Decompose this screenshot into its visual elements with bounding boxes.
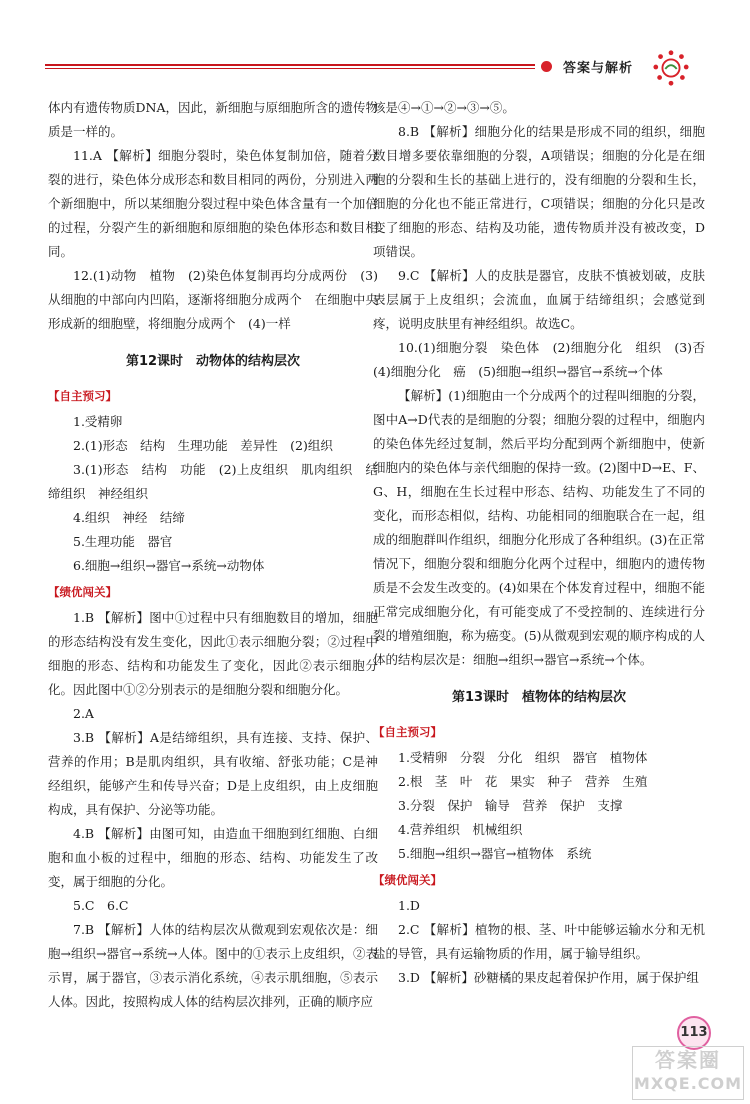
section-title: 第13课时 植物体的结构层次: [451, 690, 627, 705]
header-bullet-icon: [541, 61, 552, 72]
answer-paragraph: 2.(1)形态 结构 生理功能 差异性 (2)组织: [73, 438, 333, 453]
answer-paragraph: 1.B 【解析】图中①过程中只有细胞数目的增加，细胞的形态结构没有发生变化，因此①表示细胞分裂；②过程中细胞的形态、结构和功能发生了变化，因此②表示细胞分化。因此图中①②分别表示的是细胞分裂和细胞分化。: [48, 610, 378, 697]
section-tag: 【绩优闯关】: [373, 873, 442, 887]
answer-paragraph: 3.B 【解析】A是结缔组织，具有连接、支持、保护、营养的作用；B是肌肉组织，具有收缩、舒张功能；C是神经组织，能够产生和传导兴奋；D是上皮组织，由上皮细胞构成，具有保护、分泌等功能。: [48, 730, 378, 817]
section-tag: 【绩优闯关】: [48, 585, 117, 599]
section-tag: 【自主预习】: [373, 725, 442, 739]
answer-paragraph: 2.C 【解析】植物的根、茎、叶中能够运输水分和无机盐的导管，具有运输物质的作用，属于输导组织。: [373, 922, 705, 961]
answer-paragraph: 12.(1)动物 植物 (2)染色体复制再均分成两份 (3)从细胞的中部向内凹陷，逐渐将细胞分成两个 在细胞中央形成新的细胞壁，将细胞分成两个 (4)一样: [48, 268, 378, 331]
page-number: 113: [677, 1016, 711, 1050]
answer-paragraph: 5.C 6.C: [73, 898, 129, 913]
answer-paragraph: 6.细胞→组织→器官→系统→动物体: [73, 558, 265, 573]
answer-paragraph: 5.生理功能 器官: [73, 534, 173, 549]
left-column: [48, 96, 378, 1014]
answer-paragraph: 3.(1)形态 结构 功能 (2)上皮组织 肌肉组织 结缔组织 神经组织: [48, 462, 378, 501]
section-title: 第12课时 动物体的结构层次: [125, 354, 301, 369]
answer-paragraph: 1.受精卵: [73, 414, 123, 429]
answer-paragraph: 8.B 【解析】细胞分化的结果是形成不同的组织，细胞数目增多要依靠细胞的分裂，A项错误；细胞的分化是在细胞的分裂和生长的基础上进行的，没有细胞的分裂和生长，细胞的分化也不能正常进行，C项错误；细胞的分化只是改变了细胞的形态、结构及功能，遗传物质并没有被改变，D项错误。: [373, 124, 705, 259]
right-column: [373, 96, 718, 990]
answer-paragraph: 7.B 【解析】人体的结构层次从微观到宏观依次是：细胞→组织→器官→系统→人体。图中的①表示上皮组织，②表示胃，属于器官，③表示消化系统，④表示肌细胞，⑤表示人体。因此，按照构成人体的结构层次排列，正确的顺序应: [48, 922, 378, 1009]
header-rule: [45, 64, 535, 70]
answer-paragraph: 2.根 茎 叶 花 果实 种子 营养 生殖: [398, 774, 648, 789]
answer-paragraph: 4.组织 神经 结缔: [73, 510, 185, 525]
answer-paragraph: 11.A 【解析】细胞分裂时，染色体复制加倍，随着分裂的进行，染色体分成形态和数目相同的两份，分别进入两个新细胞中，所以某细胞分裂过程中染色体含量有一个加倍的过程，分裂产生的新细胞和原细胞的染色体形态和数目相同。: [48, 148, 378, 259]
section-tag: 【自主预习】: [48, 389, 117, 403]
answer-paragraph: 1.受精卵 分裂 分化 组织 器官 植物体: [398, 750, 648, 765]
answer-paragraph: 5.细胞→组织→器官→植物体 系统: [398, 846, 592, 861]
answer-paragraph: 10.(1)细胞分裂 染色体 (2)细胞分化 组织 (3)否 (4)细胞分化 癌 (5)细胞→组织→器官→系统→个体: [373, 340, 718, 379]
answer-paragraph: 【解析】(1)细胞由一个分成两个的过程叫细胞的分裂，图中A→D代表的是细胞的分裂；细胞分裂的过程中，细胞内的染色体先经过复制，然后平均分配到两个新细胞中，使新细胞内的染色体与亲代细胞的保持一致。(2)图中D→E、F、G、H，细胞在生长过程中形态、结构、功能发生了不同的变化，而形态相似，结构、功能相同的细胞联合在一起，组成的细胞群叫作组织，细胞分化形成了各种组织。(3)在正常情况下，细胞分裂和细胞分化两个过程中，细胞内的遗传物质是不会发生改变的。(4)如果在个体发育过程中，细胞不能正常完成细胞分化，有可能变成了不受控制的、连续进行分裂的增殖细胞，称为癌变。(5)从微观到宏观的顺序构成的人体的结构层次是：细胞→组织→器官→系统→个体。: [373, 388, 705, 667]
answer-paragraph: 2.A: [73, 706, 94, 721]
header-logo-icon: [652, 49, 690, 87]
answer-paragraph: 3.D 【解析】砂糖橘的果皮起着保护作用，属于保护组: [398, 970, 699, 985]
answer-paragraph: 4.B 【解析】由图可知，由造血干细胞到红细胞、白细胞和血小板的过程中，细胞的形态、结构、功能发生了改变，属于细胞的分化。: [48, 826, 378, 889]
answer-paragraph: 该是④→①→②→③→⑤。: [373, 100, 515, 115]
watermark-logo: 答案圈 MXQE.COM: [632, 1046, 744, 1100]
answer-paragraph: 1.D: [398, 898, 420, 913]
answer-paragraph: 体内有遗传物质DNA，因此，新细胞与原细胞所含的遗传物质是一样的。: [48, 100, 378, 139]
answer-paragraph: 4.营养组织 机械组织: [398, 822, 523, 837]
answer-paragraph: 3.分裂 保护 输导 营养 保护 支撑: [398, 798, 623, 813]
header-title: 答案与解析: [563, 61, 634, 76]
answer-paragraph: 9.C 【解析】人的皮肤是器官，皮肤不慎被划破，皮肤表层属于上皮组织；会流血，血属于结缔组织；会感觉到疼，说明皮肤里有神经组织。故选C。: [373, 268, 705, 331]
